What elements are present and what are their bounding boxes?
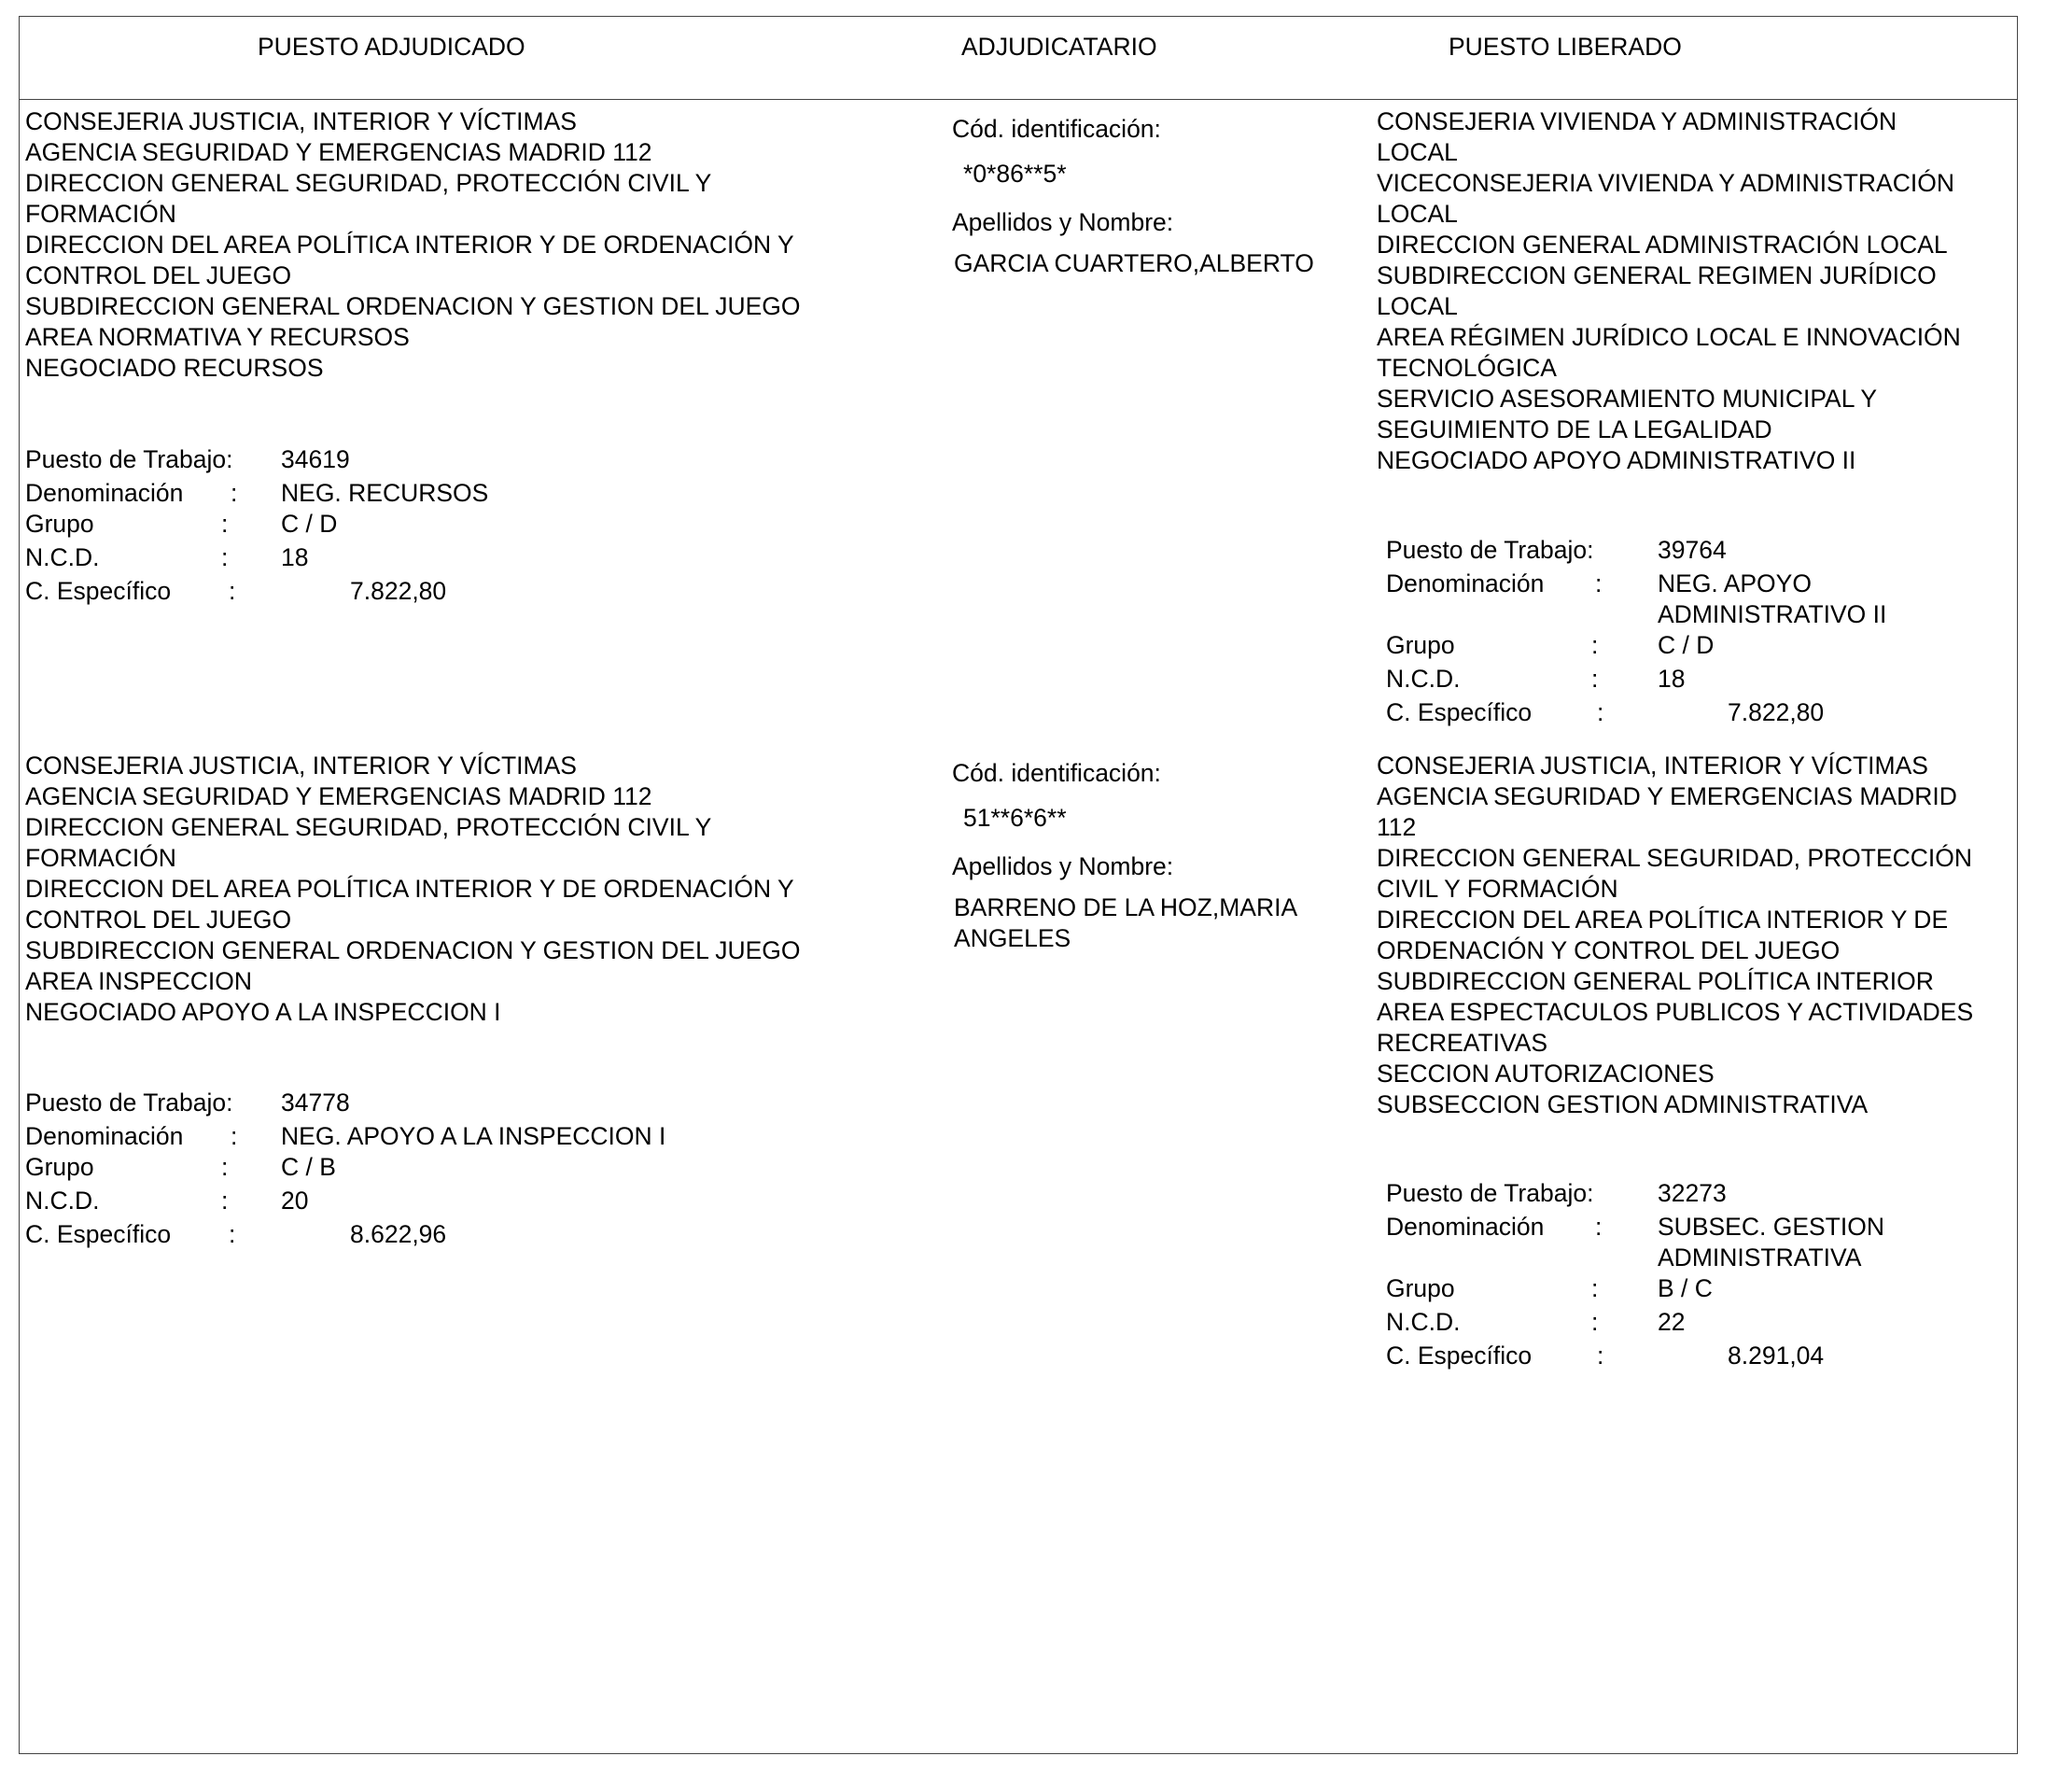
org-line: AGENCIA SEGURIDAD Y EMERGENCIAS MADRID 112 [25, 138, 652, 166]
liberado-org-1 [1377, 751, 1973, 1120]
colon: : [231, 479, 238, 507]
grupo-value: B / C [1658, 1274, 1713, 1302]
colon: : [1597, 698, 1604, 726]
org-line: SUBSECCION GESTION ADMINISTRATIVA [1377, 1090, 1869, 1118]
org-line: VICECONSEJERIA VIVIENDA Y ADMINISTRACIÓN [1377, 169, 1954, 197]
org-line: FORMACIÓN [25, 844, 176, 872]
ncd-label: N.C.D. [1386, 665, 1461, 693]
denominacion-value: NEG. RECURSOS [281, 479, 489, 507]
grupo-label: Grupo [25, 1153, 94, 1181]
org-line: DIRECCION GENERAL SEGURIDAD, PROTECCIÓN CIVIL Y [25, 169, 712, 197]
org-line: TECNOLÓGICA [1377, 354, 1557, 382]
denominacion-value: NEG. APOYO [1658, 569, 1812, 597]
denominacion-label: Denominación [1386, 569, 1545, 597]
puesto-label: Puesto de Trabajo: [1386, 536, 1594, 564]
especifico-value: 8.622,96 [350, 1220, 447, 1248]
colon: : [1597, 1342, 1604, 1370]
org-line: RECREATIVAS [1377, 1029, 1548, 1057]
ncd-label: N.C.D. [1386, 1308, 1461, 1336]
org-line: SUBDIRECCION GENERAL REGIMEN JURÍDICO [1377, 261, 1937, 289]
puesto-label: Puesto de Trabajo: [25, 1089, 233, 1117]
cod-ident-label: Cód. identificación: [952, 759, 1161, 787]
ncd-value: 20 [281, 1187, 309, 1215]
colon: : [1595, 1213, 1603, 1241]
puesto-value: 39764 [1658, 536, 1727, 564]
liberado-org-0 [1377, 106, 1961, 476]
org-line: CONSEJERIA JUSTICIA, INTERIOR Y VÍCTIMAS [1377, 752, 1928, 780]
org-line: DIRECCION GENERAL ADMINISTRACIÓN LOCAL [1377, 231, 1948, 259]
org-line: SEGUIMIENTO DE LA LEGALIDAD [1377, 415, 1772, 443]
denominacion-label: Denominación [25, 479, 184, 507]
colon: : [221, 1187, 229, 1215]
especifico-label: C. Específico [1386, 698, 1533, 726]
header-puesto-adjudicado: PUESTO ADJUDICADO [258, 33, 525, 61]
org-line: AREA ESPECTACULOS PUBLICOS Y ACTIVIDADES [1377, 998, 1974, 1026]
colon: : [1595, 569, 1603, 597]
org-line: AGENCIA SEGURIDAD Y EMERGENCIAS MADRID [1377, 782, 1957, 810]
header-puesto-liberado: PUESTO LIBERADO [1449, 33, 1682, 61]
colon: : [231, 1122, 238, 1150]
adjudicado-org-0 [25, 106, 801, 384]
colon: : [1591, 1308, 1599, 1336]
grupo-label: Grupo [25, 510, 94, 538]
denominacion-value: SUBSEC. GESTION [1658, 1213, 1884, 1241]
especifico-value: 7.822,80 [1728, 698, 1825, 726]
nombre-line: ANGELES [954, 924, 1071, 952]
cod-ident-value: 51**6*6** [963, 804, 1067, 832]
colon: : [1591, 631, 1599, 659]
puesto-value: 34619 [281, 445, 350, 473]
ncd-value: 18 [281, 543, 309, 571]
header-divider [19, 99, 2018, 100]
org-line: CONSEJERIA VIVIENDA Y ADMINISTRACIÓN [1377, 107, 1897, 135]
especifico-value: 7.822,80 [350, 577, 447, 605]
nombre-line: GARCIA CUARTERO,ALBERTO [954, 249, 1314, 277]
especifico-label: C. Específico [1386, 1342, 1533, 1370]
org-line: DIRECCION GENERAL SEGURIDAD, PROTECCIÓN [1377, 844, 1973, 872]
especifico-value: 8.291,04 [1728, 1342, 1825, 1370]
ncd-label: N.C.D. [25, 1187, 100, 1215]
org-line: LOCAL [1377, 200, 1458, 228]
org-line: LOCAL [1377, 138, 1458, 166]
org-line: AREA RÉGIMEN JURÍDICO LOCAL E INNOVACIÓN [1377, 323, 1961, 351]
grupo-label: Grupo [1386, 631, 1455, 659]
org-line: DIRECCION DEL AREA POLÍTICA INTERIOR Y DE ORDENACIÓN Y [25, 875, 794, 903]
ncd-value: 22 [1658, 1308, 1686, 1336]
grupo-value: C / D [281, 510, 338, 538]
org-line: LOCAL [1377, 292, 1458, 320]
org-line: ORDENACIÓN Y CONTROL DEL JUEGO [1377, 936, 1841, 964]
org-line: SUBDIRECCION GENERAL ORDENACION Y GESTION DEL JUEGO [25, 292, 801, 320]
org-line: SUBDIRECCION GENERAL ORDENACION Y GESTION DEL JUEGO [25, 936, 801, 964]
colon: : [229, 1220, 236, 1248]
org-line: SERVICIO ASESORAMIENTO MUNICIPAL Y [1377, 385, 1878, 413]
cod-ident-value: *0*86**5* [963, 160, 1067, 188]
colon: : [221, 543, 229, 571]
org-line: DIRECCION GENERAL SEGURIDAD, PROTECCIÓN CIVIL Y [25, 813, 712, 841]
grupo-label: Grupo [1386, 1274, 1455, 1302]
puesto-label: Puesto de Trabajo: [25, 445, 233, 473]
especifico-label: C. Específico [25, 1220, 172, 1248]
denominacion-value-2: ADMINISTRATIVA [1658, 1243, 1862, 1271]
colon: : [229, 577, 236, 605]
org-line: CONTROL DEL JUEGO [25, 261, 292, 289]
org-line: NEGOCIADO RECURSOS [25, 354, 324, 382]
cod-ident-label: Cód. identificación: [952, 115, 1161, 143]
denominacion-value-2: ADMINISTRATIVO II [1658, 600, 1887, 628]
org-line: AGENCIA SEGURIDAD Y EMERGENCIAS MADRID 112 [25, 782, 652, 810]
apellidos-label: Apellidos y Nombre: [952, 852, 1174, 880]
especifico-label: C. Específico [25, 577, 172, 605]
colon: : [221, 510, 229, 538]
org-line: DIRECCION DEL AREA POLÍTICA INTERIOR Y DE [1377, 906, 1949, 934]
apellidos-label: Apellidos y Nombre: [952, 208, 1174, 236]
org-line: AREA NORMATIVA Y RECURSOS [25, 323, 410, 351]
org-line: SECCION AUTORIZACIONES [1377, 1060, 1715, 1088]
colon: : [221, 1153, 229, 1181]
org-line: NEGOCIADO APOYO A LA INSPECCION I [25, 998, 501, 1026]
org-line: CONSEJERIA JUSTICIA, INTERIOR Y VÍCTIMAS [25, 107, 577, 135]
denominacion-value: NEG. APOYO A LA INSPECCION I [281, 1122, 666, 1150]
org-line: SUBDIRECCION GENERAL POLÍTICA INTERIOR [1377, 967, 1934, 995]
header-adjudicatario: ADJUDICATARIO [961, 33, 1157, 61]
org-line: NEGOCIADO APOYO ADMINISTRATIVO II [1377, 446, 1856, 474]
org-line: CIVIL Y FORMACIÓN [1377, 875, 1618, 903]
org-line: DIRECCION DEL AREA POLÍTICA INTERIOR Y DE ORDENACIÓN Y [25, 231, 794, 259]
colon: : [1591, 1274, 1599, 1302]
ncd-value: 18 [1658, 665, 1686, 693]
puesto-value: 34778 [281, 1089, 350, 1117]
puesto-label: Puesto de Trabajo: [1386, 1179, 1594, 1207]
colon: : [1591, 665, 1599, 693]
org-line: AREA INSPECCION [25, 967, 252, 995]
org-line: CONSEJERIA JUSTICIA, INTERIOR Y VÍCTIMAS [25, 752, 577, 780]
grupo-value: C / B [281, 1153, 336, 1181]
ncd-label: N.C.D. [25, 543, 100, 571]
org-line: CONTROL DEL JUEGO [25, 906, 292, 934]
denominacion-label: Denominación [25, 1122, 184, 1150]
denominacion-label: Denominación [1386, 1213, 1545, 1241]
grupo-value: C / D [1658, 631, 1715, 659]
nombre-line: BARRENO DE LA HOZ,MARIA [954, 893, 1298, 921]
puesto-value: 32273 [1658, 1179, 1727, 1207]
org-line: 112 [1377, 813, 1417, 841]
org-line: FORMACIÓN [25, 200, 176, 228]
adjudicado-org-1 [25, 751, 801, 1028]
